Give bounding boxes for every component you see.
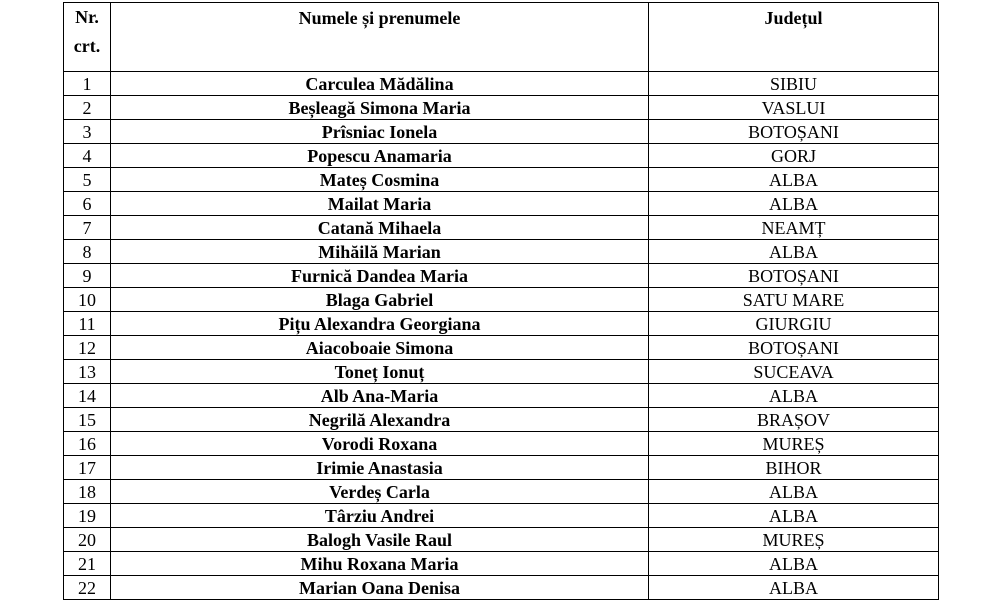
- header-nr-crt: [64, 3, 111, 72]
- name-cell: Mateș Cosmina: [111, 168, 649, 192]
- name-cell: Mihu Roxana Maria: [111, 552, 649, 576]
- name-cell: Popescu Anamaria: [111, 144, 649, 168]
- table-row: [64, 456, 939, 480]
- name-cell: Toneț Ionuț: [111, 360, 649, 384]
- header-nr-line1: Nr.: [75, 7, 99, 27]
- name-cell: Blaga Gabriel: [111, 288, 649, 312]
- row-number-cell: 5: [64, 168, 111, 192]
- county-cell: VASLUI: [649, 96, 939, 120]
- table-row: [64, 312, 939, 336]
- row-number-cell: 16: [64, 432, 111, 456]
- table-row: [64, 144, 939, 168]
- name-cell: Irimie Anastasia: [111, 456, 649, 480]
- row-number-cell: 7: [64, 216, 111, 240]
- table-row: [64, 72, 939, 96]
- county-cell: NEAMȚ: [649, 216, 939, 240]
- table-row: [64, 216, 939, 240]
- row-number-cell: 2: [64, 96, 111, 120]
- county-cell: SATU MARE: [649, 288, 939, 312]
- row-number-cell: 14: [64, 384, 111, 408]
- table-row: [64, 504, 939, 528]
- name-cell: Carculea Mădălina: [111, 72, 649, 96]
- name-cell: Negrilă Alexandra: [111, 408, 649, 432]
- name-cell: Verdeș Carla: [111, 480, 649, 504]
- row-number-cell: 20: [64, 528, 111, 552]
- county-cell: ALBA: [649, 576, 939, 600]
- row-number-cell: 10: [64, 288, 111, 312]
- county-cell: SIBIU: [649, 72, 939, 96]
- name-cell: Târziu Andrei: [111, 504, 649, 528]
- table-row: [64, 336, 939, 360]
- county-cell: ALBA: [649, 240, 939, 264]
- header-row: [64, 3, 939, 72]
- county-cell: SUCEAVA: [649, 360, 939, 384]
- row-number-cell: 19: [64, 504, 111, 528]
- table-row: [64, 384, 939, 408]
- table-row: [64, 120, 939, 144]
- row-number-cell: 8: [64, 240, 111, 264]
- county-cell: BOTOȘANI: [649, 264, 939, 288]
- name-cell: Pițu Alexandra Georgiana: [111, 312, 649, 336]
- county-cell: GORJ: [649, 144, 939, 168]
- county-cell: BOTOȘANI: [649, 120, 939, 144]
- name-cell: Furnică Dandea Maria: [111, 264, 649, 288]
- county-cell: ALBA: [649, 552, 939, 576]
- table-body: [64, 72, 939, 600]
- county-cell: MUREȘ: [649, 528, 939, 552]
- row-number-cell: 6: [64, 192, 111, 216]
- table-header: [64, 3, 939, 72]
- table-row: [64, 528, 939, 552]
- name-cell: Prîsniac Ionela: [111, 120, 649, 144]
- table-row: [64, 288, 939, 312]
- row-number-cell: 13: [64, 360, 111, 384]
- row-number-cell: 18: [64, 480, 111, 504]
- roster-table: [63, 2, 939, 600]
- county-cell: GIURGIU: [649, 312, 939, 336]
- row-number-cell: 11: [64, 312, 111, 336]
- table-row: [64, 360, 939, 384]
- table-row: [64, 96, 939, 120]
- row-number-cell: 9: [64, 264, 111, 288]
- row-number-cell: 15: [64, 408, 111, 432]
- table-row: [64, 168, 939, 192]
- header-nr-line2: crt.: [73, 36, 101, 56]
- name-cell: Marian Oana Denisa: [111, 576, 649, 600]
- row-number-cell: 21: [64, 552, 111, 576]
- county-cell: BIHOR: [649, 456, 939, 480]
- table-row: [64, 480, 939, 504]
- name-cell: Mihăilă Marian: [111, 240, 649, 264]
- row-number-cell: 22: [64, 576, 111, 600]
- table-row: [64, 192, 939, 216]
- name-cell: Vorodi Roxana: [111, 432, 649, 456]
- name-cell: Catană Mihaela: [111, 216, 649, 240]
- county-cell: ALBA: [649, 504, 939, 528]
- table-row: [64, 432, 939, 456]
- name-cell: Aiacoboaie Simona: [111, 336, 649, 360]
- county-cell: ALBA: [649, 384, 939, 408]
- table-row: [64, 240, 939, 264]
- table-row: [64, 408, 939, 432]
- name-cell: Beșleagă Simona Maria: [111, 96, 649, 120]
- row-number-cell: 4: [64, 144, 111, 168]
- county-cell: ALBA: [649, 168, 939, 192]
- name-cell: Balogh Vasile Raul: [111, 528, 649, 552]
- name-cell: Alb Ana-Maria: [111, 384, 649, 408]
- county-cell: BRAȘOV: [649, 408, 939, 432]
- table-row: [64, 552, 939, 576]
- county-cell: MUREȘ: [649, 432, 939, 456]
- header-county: Județul: [649, 3, 939, 72]
- header-name: Numele și prenumele: [111, 3, 649, 72]
- row-number-cell: 17: [64, 456, 111, 480]
- name-cell: Mailat Maria: [111, 192, 649, 216]
- county-cell: ALBA: [649, 480, 939, 504]
- row-number-cell: 3: [64, 120, 111, 144]
- table-row: [64, 576, 939, 600]
- county-cell: BOTOȘANI: [649, 336, 939, 360]
- row-number-cell: 12: [64, 336, 111, 360]
- county-cell: ALBA: [649, 192, 939, 216]
- row-number-cell: 1: [64, 72, 111, 96]
- table-row: [64, 264, 939, 288]
